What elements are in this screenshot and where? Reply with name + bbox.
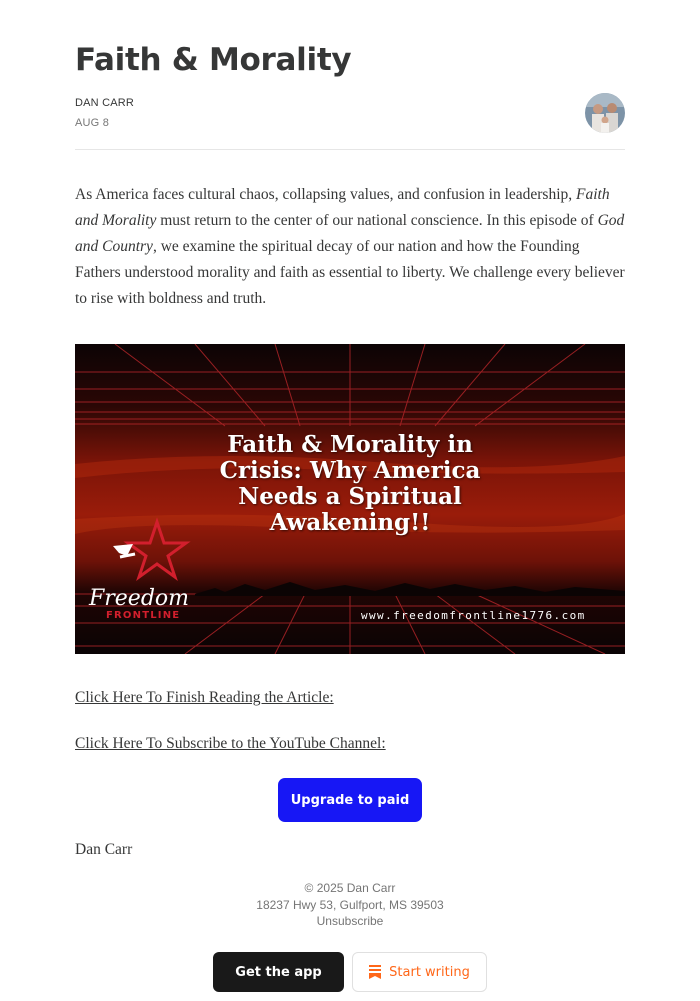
post-date: AUG 8 <box>75 117 110 129</box>
start-writing-button[interactable] <box>352 952 487 992</box>
header-divider <box>75 149 625 150</box>
subscribe-youtube-link[interactable]: Click Here To Subscribe to the YouTube Channel: <box>75 735 386 752</box>
post-body: As America faces cultural chaos, collapsing values, and confusion in leadership, Faith and Morality must return to the center of our national conscience. In this episode of God and Country, we examine the spiritual decay of our nation and how the Founding Fathers understood morality and faith as essential to liberty. We challenge every believer to rise with boldness and truth. <box>75 186 625 307</box>
banner-headline: Faith & Morality in Crisis: Why America Needs a Spiritual Awakening!! <box>219 431 481 536</box>
get-the-app-button[interactable]: Get the app <box>213 952 344 992</box>
logo-subtitle: FRONTLINE <box>106 610 181 621</box>
unsubscribe-link[interactable]: Unsubscribe <box>316 914 384 928</box>
author-name[interactable]: DAN CARR <box>75 97 135 109</box>
author-avatar[interactable] <box>585 93 625 133</box>
upgrade-to-paid-button[interactable]: Upgrade to paid <box>278 778 422 822</box>
finish-reading-link[interactable]: Click Here To Finish Reading the Article: <box>75 689 334 706</box>
start-writing-label: Start writing <box>389 964 470 980</box>
avatar-photo <box>585 93 625 133</box>
footer-address: 18237 Hwy 53, Gulfport, MS 39503 <box>256 897 444 912</box>
article-banner-image[interactable] <box>75 344 625 654</box>
signoff-name: Dan Carr <box>75 841 133 858</box>
post-title: Faith & Morality <box>75 42 352 78</box>
bookmark-stripes-icon <box>369 965 381 979</box>
footer-copyright: © 2025 Dan Carr <box>304 881 396 895</box>
banner-url: www.freedomfrontline1776.com <box>361 609 586 622</box>
logo-wordmark: Freedom <box>89 586 190 611</box>
email-footer <box>0 880 700 930</box>
